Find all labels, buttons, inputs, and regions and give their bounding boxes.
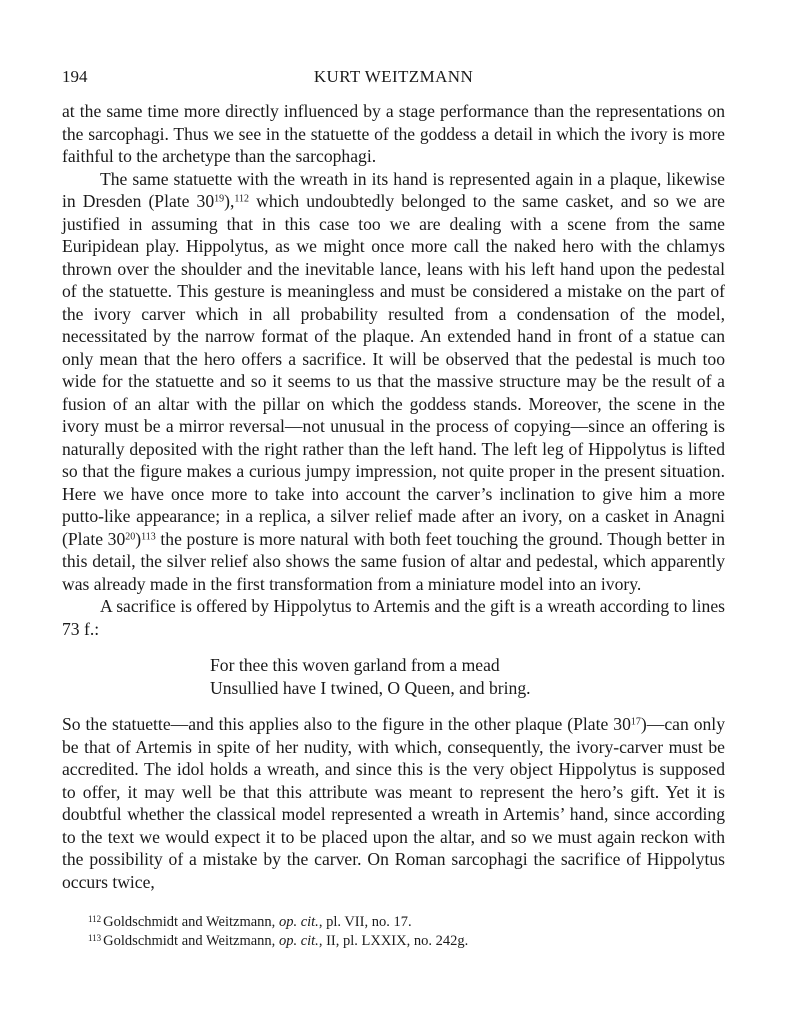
footnote-number: 112 — [88, 913, 102, 924]
paragraph-text: which undoubtedly belonged to the same casket, and so we are justified in assuming that in this case too we are dealing with a scene from the same Euripidean play. Hippolytus, as we might once more call the naked hero with the chlamys thrown over the shoulder and the inevitable lance, leans with his left hand upon the pedestal of the statuette. This gesture is meaningless and must be considered a mistake on the part of the ivory carver which in all probability resulted from a condensation of the model, necessitated by the narrow format of the plaque. An extended hand in front of a statue can only mean that the hero offers a sacrifice. It will be observed that the pedestal is much too wide for the statuette and so it seems to us that the massive structure may be the result of a fusion of an altar with the pillar on which the goddess stands. Moreover, the scene in the ivory must be a mirror reversal—not unusual in the process of copying—since an offering is naturally deposited with the right rather than the left hand. The left leg of Hippolytus is lifted so that the figure makes a curious jumpy impression, not quite proper in the present situation. Here we have once more to take into account the carver’s inclination to give him a more putto-like appearance; in a replica, a silver relief made after an ivory, on a casket in Anagni (Plate 30 — [62, 191, 725, 549]
plate-reference: 20 — [125, 531, 136, 542]
plate-reference: 17 — [630, 716, 641, 728]
citation-abbrev: op. cit. — [278, 933, 319, 949]
paragraph-text: the posture is more natural with both feet touching the ground. Though better in this detail, the silver relief also shows the same fusion of altar and pedestal, which apparently was already made in the first transformation from a miniature model into an ivory. — [62, 528, 725, 594]
footnote-113 — [88, 932, 708, 951]
paragraph-text: ), — [224, 191, 235, 211]
footnote-text: Goldschmidt and Weitzmann, — [103, 933, 279, 949]
paragraph-text: The same statuette with the wreath in its hand is represented again in a plaque, likewise in Dresden (Plate 30 — [62, 168, 725, 211]
body-text — [62, 100, 725, 893]
verse-line: For thee this woven garland from a mead — [210, 655, 500, 675]
footnote-number: 113 — [88, 932, 102, 943]
footnote-text: , pl. VII, no. 17. — [318, 914, 412, 930]
running-head — [62, 66, 725, 88]
verse-line: Unsullied have I twined, O Queen, and bring. — [210, 677, 531, 698]
paragraph-text: )—can only be that of Artemis in spite of her nudity, with which, consequently, the ivory-carver must be accredited. The idol holds a wreath, and since this is the very object Hippolytus is supposed to offer, it may well be that this attribute was meant to represent the hero’s gift. Yet it is doubtful whether the classical model represented a wreath in Artemis’ hand, since according to the text we would expect it to be placed upon the altar, and so we must again reckon with the possibility of a mistake by the carver. On Roman sarcophagi the sacrifice of Hippolytus occurs twice, — [62, 714, 725, 892]
paragraph-1 — [62, 100, 725, 168]
paragraph-text: So the statuette—and this applies also to the figure in the other plaque (Plate 30 — [62, 714, 631, 734]
verse-quotation — [210, 654, 725, 699]
paragraph-2 — [62, 168, 725, 596]
page-number: 194 — [62, 67, 88, 86]
paragraph-text: ) — [135, 528, 142, 549]
plate-reference: 19 — [214, 193, 225, 205]
paragraph-4 — [62, 713, 725, 893]
footnote-text: , II, pl. LXXIX, no. 242g. — [318, 933, 469, 949]
paragraph-text: at the same time more directly influenced by a stage performance than the representations on the sarcophagi. Thus we see in the statuette of the goddess a detail in which the ivory is more faithful to the archetype than the sarcophagi. — [62, 101, 725, 166]
header-title: KURT WEITZMANN — [313, 67, 474, 86]
footnote-ref-113[interactable]: 113 — [141, 531, 156, 542]
footnote-112 — [88, 913, 708, 932]
footnote-text: Goldschmidt and Weitzmann, — [103, 914, 279, 930]
footnote-ref-112[interactable]: 112 — [234, 193, 250, 205]
citation-abbrev: op. cit. — [278, 914, 319, 930]
footnotes — [88, 913, 708, 951]
paragraph-3 — [62, 595, 725, 640]
paragraph-text: A sacrifice is offered by Hippolytus to Artemis and the gift is a wreath according to lines 73 f.: — [62, 596, 725, 639]
